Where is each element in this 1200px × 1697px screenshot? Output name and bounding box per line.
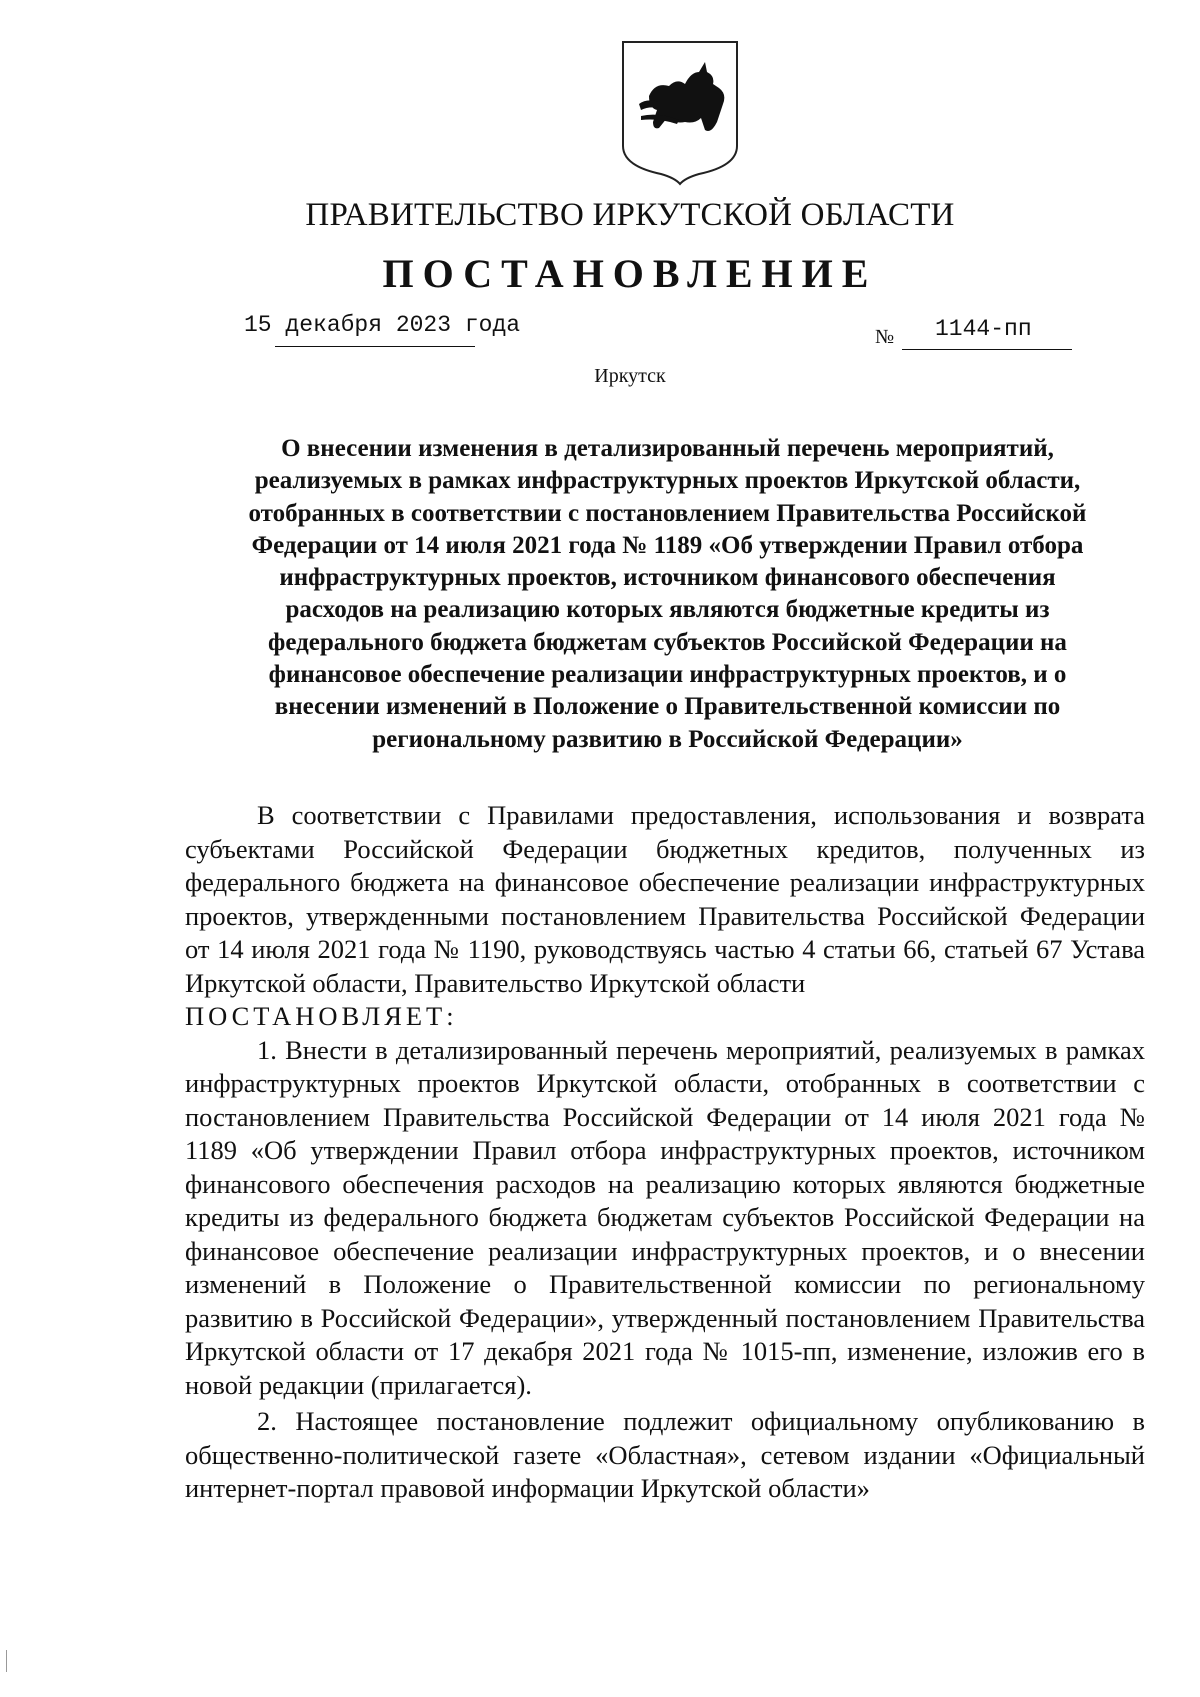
title-line: реализуемых в рамках инфраструктурных проектов Иркутской области, xyxy=(254,467,1081,495)
resolves-heading: ПОСТАНОВЛЯЕТ: xyxy=(185,1001,458,1031)
title-line: расходов на реализацию которых являются бюджетные кредиты из xyxy=(285,596,1050,624)
scan-margin-mark xyxy=(6,1650,7,1672)
document-date: 15 декабря 2023 года xyxy=(244,312,521,338)
number-underline xyxy=(902,349,1072,350)
item-1-paragraph: 1. Внести в детализированный перечень мероприятий, реализуемых в рамках инфраструктурных проектов Иркутской области, отобранных в соответствии с постановлением Правительства Российской Федерации от 14 июля 2021 года № 1189 «Об утверждении Правил отбора инфраструктурных проектов, источником финансового обеспечения расходов на реализацию которых являются бюджетные кредиты из федерального бюджета бюджетам субъектов Российской Федерации на финансовое обеспечение реализации инфраструктурных проектов, и о внесении изменений в Положение о Правительственной комиссии по региональному развитию в Российской Федерации», утвержденный постановлением Правительства Иркутской области от 17 декабря 2021 года № 1015-пп, изменение, изложив его в новой редакции (прилагается). xyxy=(185,1034,1145,1400)
coat-of-arms-icon xyxy=(619,38,741,186)
government-name: ПРАВИТЕЛЬСТВО ИРКУТСКОЙ ОБЛАСТИ xyxy=(305,197,955,233)
document-type: ПОСТАНОВЛЕНИЕ xyxy=(382,251,878,296)
date-underline xyxy=(275,346,475,347)
item-2-paragraph: 2. Настоящее постановление подлежит официальному опубликованию в общественно-политической газете «Областная», сетевом издании «Официальный интернет-портал правовой информации Иркутской области» xyxy=(185,1406,1145,1503)
document-body xyxy=(185,799,1145,1506)
title-line: внесении изменений в Положение о Правительственной комиссии по xyxy=(274,693,1061,721)
document-title xyxy=(190,433,1145,756)
title-line: отобранных в соответствии с постановлением Правительства Российской xyxy=(248,499,1087,527)
title-line: инфраструктурных проектов, источником финансового обеспечения xyxy=(279,564,1056,592)
preamble-paragraph: В соответствии с Правилами предоставления, использования и возврата субъектами Российской Федерации бюджетных кредитов, полученных из федерального бюджета на финансовое обеспечение реализации инфраструктурных проектов, утвержденными постановлением Правительства Российской Федерации от 14 июля 2021 года № 1190, руководствуясь частью 4 статьи 66, статьей 67 Устава Иркутской области, Правительство Иркутской области xyxy=(185,800,1145,998)
title-line: федерального бюджета бюджетам субъектов Российской Федерации на xyxy=(268,628,1067,656)
number-sign: № xyxy=(875,326,895,348)
title-line: региональному развитию в Российской Федерации» xyxy=(372,725,963,753)
document-number: 1144-пп xyxy=(935,316,1032,342)
title-line: Федерации от 14 июля 2021 года № 1189 «Об утверждении Правил отбора xyxy=(251,531,1084,559)
issue-city: Иркутск xyxy=(594,365,666,387)
title-line: О внесении изменения в детализированный перечень мероприятий, xyxy=(281,435,1054,462)
title-line: финансовое обеспечение реализации инфраструктурных проектов, и о xyxy=(268,661,1067,689)
